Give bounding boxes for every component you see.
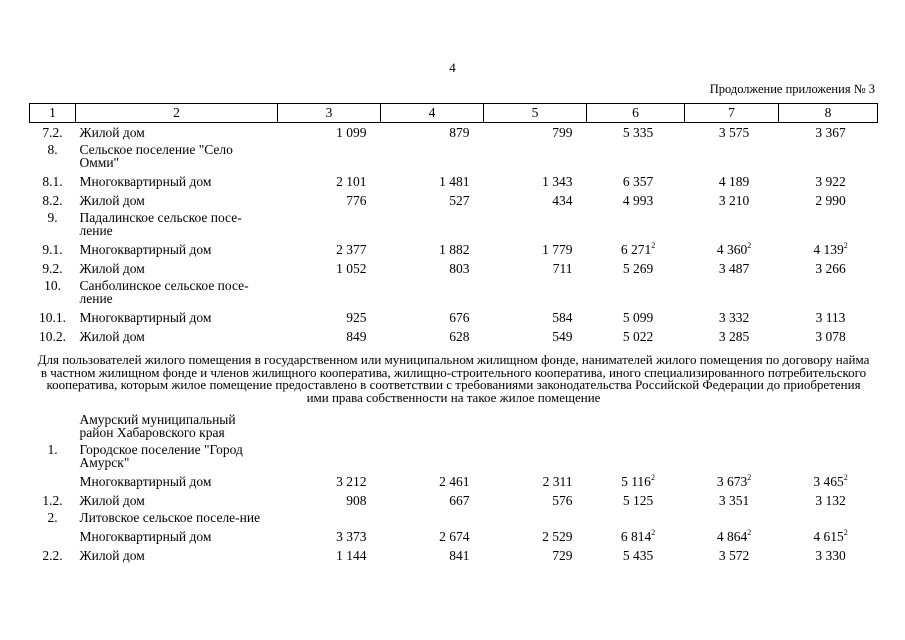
value: 3 210 <box>718 193 750 208</box>
value-col-3 <box>278 259 381 278</box>
value: 1 779 <box>542 242 573 257</box>
footnote-mark: 2 <box>747 472 752 482</box>
value: 3 332 <box>718 310 750 325</box>
value: 1 481 <box>439 174 470 189</box>
footnote-mark: 2 <box>651 527 656 537</box>
value-col-4 <box>381 546 484 565</box>
value-col-7 <box>685 546 779 565</box>
value: 3 285 <box>718 329 750 344</box>
table-row <box>30 308 878 327</box>
value: 803 <box>449 261 470 276</box>
value: 4 993 <box>622 193 654 208</box>
table-section-row <box>30 442 878 472</box>
value-col-5 <box>484 240 587 259</box>
value-col-7 <box>685 491 779 510</box>
table-row <box>30 327 878 346</box>
value: 925 <box>346 310 367 325</box>
value: 6 357 <box>622 174 654 189</box>
row-name: Литовское сельское поселе-ние <box>79 510 261 526</box>
row-number: 9. <box>47 210 58 225</box>
value-col-6 <box>587 527 685 546</box>
value-col-6 <box>587 327 685 346</box>
table-row <box>30 172 878 191</box>
row-number: 10.1. <box>39 310 66 325</box>
value-col-4 <box>381 308 484 327</box>
row-number: 1.2. <box>42 493 63 509</box>
value-col-8 <box>779 327 878 346</box>
value: 3 487 <box>718 261 750 276</box>
value: 3 373 <box>336 529 367 545</box>
value: 1 052 <box>336 261 367 276</box>
header-cell-6: 6 <box>587 104 685 123</box>
table-body <box>30 104 878 566</box>
value-col-8 <box>779 546 878 565</box>
value: 4 139 <box>813 242 844 257</box>
value: 4 189 <box>718 174 750 189</box>
empty-values <box>278 142 878 172</box>
value: 5 099 <box>622 310 654 325</box>
value: 2 674 <box>439 529 470 545</box>
value-col-7 <box>685 172 779 191</box>
row-number <box>30 472 76 491</box>
value: 628 <box>449 329 470 344</box>
value-col-3 <box>278 491 381 510</box>
value: 434 <box>552 193 573 208</box>
value: 667 <box>449 493 470 509</box>
table-row <box>30 546 878 565</box>
value-col-4 <box>381 491 484 510</box>
table-section-row <box>30 142 878 172</box>
value: 3 575 <box>718 125 750 140</box>
row-number: 8.2. <box>42 193 63 208</box>
value: 3 922 <box>815 174 846 189</box>
value: 1 099 <box>336 125 367 140</box>
value-col-3 <box>278 123 381 143</box>
footnote-mark: 2 <box>843 527 848 537</box>
value: 729 <box>552 548 573 564</box>
row-number: 7.2. <box>42 125 63 140</box>
value: 1 343 <box>542 174 573 189</box>
row-name: Жилой дом <box>79 493 145 509</box>
value: 5 116 <box>621 474 651 490</box>
row-number: 9.2. <box>42 261 63 276</box>
value-col-7 <box>685 123 779 143</box>
value: 3 330 <box>815 548 846 564</box>
value-col-5 <box>484 546 587 565</box>
value: 2 101 <box>336 174 367 189</box>
value: 5 269 <box>622 261 654 276</box>
value-col-5 <box>484 123 587 143</box>
value: 3 212 <box>336 474 367 490</box>
row-number <box>30 412 76 442</box>
row-number: 8.1. <box>42 174 63 189</box>
footnote-mark: 2 <box>651 240 656 250</box>
value-col-5 <box>484 259 587 278</box>
value: 841 <box>449 548 470 564</box>
value-col-5 <box>484 327 587 346</box>
value: 4 864 <box>716 529 748 545</box>
value: 1 144 <box>336 548 367 564</box>
value-col-8 <box>779 240 878 259</box>
value-col-5 <box>484 172 587 191</box>
row-name: Жилой дом <box>79 125 145 140</box>
table-row <box>30 259 878 278</box>
footnote-mark: 2 <box>747 240 752 250</box>
header-cell-5: 5 <box>484 104 587 123</box>
section-note: Для пользователей жилого помещения в государственном или муниципальном жилищном фонде, нанимателей жилого помещения по договору найма в частном жилищном фонде и членов жилищного кооператива, жилищно-строительного кооператива, иного специализированного потребительского кооператива, которым жилое помещение предоставлено в соответствии с требованиями законодательства Российской Федерации до приобретения ими права собственности на такое жилое помещение <box>37 352 870 405</box>
value-col-4 <box>381 123 484 143</box>
row-name: Жилой дом <box>79 193 145 208</box>
value: 908 <box>346 493 367 509</box>
row-number: 9.1. <box>42 242 63 257</box>
continuation-caption: Продолжение приложения № 3 <box>709 82 875 96</box>
value-col-6 <box>587 546 685 565</box>
value-col-3 <box>278 172 381 191</box>
value: 2 990 <box>815 193 846 208</box>
value-col-8 <box>779 491 878 510</box>
empty-values <box>278 210 878 240</box>
header-cell-7: 7 <box>685 104 779 123</box>
value: 4 615 <box>813 529 844 545</box>
row-name: Амурский муниципальный район Хабаровского края <box>79 412 236 441</box>
value-col-5 <box>484 308 587 327</box>
table-section-row <box>30 510 878 527</box>
table-section-row <box>30 210 878 240</box>
value-col-6 <box>587 259 685 278</box>
value-col-6 <box>587 191 685 210</box>
value: 3 572 <box>718 548 750 564</box>
value: 5 435 <box>622 548 654 564</box>
value-col-5 <box>484 491 587 510</box>
value-col-3 <box>278 191 381 210</box>
value: 3 367 <box>815 125 846 140</box>
value: 2 377 <box>336 242 367 257</box>
value: 3 351 <box>718 493 750 509</box>
table-row <box>30 527 878 546</box>
value: 2 529 <box>542 529 573 545</box>
value-col-6 <box>587 123 685 143</box>
header-cell-3: 3 <box>278 104 381 123</box>
value-col-7 <box>685 259 779 278</box>
value: 3 078 <box>815 329 846 344</box>
value: 549 <box>552 329 573 344</box>
value-col-3 <box>278 240 381 259</box>
section-note-row <box>30 346 878 412</box>
row-number <box>30 527 76 546</box>
row-name: Многоквартирный дом <box>79 474 212 490</box>
value: 584 <box>552 310 573 325</box>
value-col-5 <box>484 472 587 491</box>
value: 711 <box>552 261 573 276</box>
header-cell-1: 1 <box>30 104 76 123</box>
value-col-4 <box>381 172 484 191</box>
table-row <box>30 123 878 143</box>
value: 6 814 <box>620 529 652 545</box>
value: 676 <box>449 310 470 325</box>
value: 576 <box>552 493 573 509</box>
value-col-7 <box>685 308 779 327</box>
value-col-4 <box>381 472 484 491</box>
page-number: 4 <box>449 60 456 75</box>
value-col-3 <box>278 527 381 546</box>
header-cell-8: 8 <box>779 104 878 123</box>
value-col-4 <box>381 327 484 346</box>
header-cell-2: 2 <box>76 104 278 123</box>
empty-values <box>278 278 878 308</box>
value-col-8 <box>779 527 878 546</box>
value: 6 271 <box>620 242 652 257</box>
row-name: Падалинское сельское посе-ление <box>79 210 242 238</box>
value-col-8 <box>779 172 878 191</box>
value: 3 132 <box>815 493 846 509</box>
table-row <box>30 240 878 259</box>
row-name: Многоквартирный дом <box>79 529 212 545</box>
empty-values <box>278 510 878 527</box>
value: 3 673 <box>716 474 748 490</box>
value-col-8 <box>779 259 878 278</box>
value-col-6 <box>587 308 685 327</box>
value-col-6 <box>587 472 685 491</box>
table-section-row <box>30 412 878 442</box>
value: 1 882 <box>439 242 470 257</box>
footnote-mark: 2 <box>843 240 848 250</box>
value: 3 113 <box>815 310 846 325</box>
value-col-7 <box>685 240 779 259</box>
header-cell-4: 4 <box>381 104 484 123</box>
footnote-mark: 2 <box>843 472 848 482</box>
value-col-4 <box>381 240 484 259</box>
table-section-row <box>30 278 878 308</box>
row-name: Многоквартирный дом <box>79 242 212 257</box>
row-name: Городское поселение "Город Амурск" <box>79 442 243 471</box>
value-col-8 <box>779 472 878 491</box>
value: 2 311 <box>542 474 573 490</box>
value-col-6 <box>587 172 685 191</box>
value-col-4 <box>381 191 484 210</box>
value: 3 465 <box>813 474 844 490</box>
value: 879 <box>449 125 470 140</box>
row-number: 8. <box>47 142 58 157</box>
value-col-8 <box>779 308 878 327</box>
value-col-3 <box>278 327 381 346</box>
table-row <box>30 191 878 210</box>
value: 776 <box>346 193 367 208</box>
value-col-7 <box>685 327 779 346</box>
value: 527 <box>449 193 470 208</box>
row-number: 10. <box>44 278 61 293</box>
row-name: Многоквартирный дом <box>79 174 212 189</box>
row-number: 10.2. <box>39 329 66 344</box>
value-col-6 <box>587 491 685 510</box>
table-row <box>30 472 878 491</box>
empty-values <box>278 442 878 472</box>
value-col-7 <box>685 527 779 546</box>
row-name: Сельское поселение "Село Омми" <box>79 142 233 170</box>
row-number: 2.2. <box>42 548 63 564</box>
value: 5 022 <box>622 329 654 344</box>
value-col-5 <box>484 191 587 210</box>
row-number: 1. <box>47 442 58 458</box>
value-col-8 <box>779 123 878 143</box>
value-col-6 <box>587 240 685 259</box>
tariff-table <box>29 103 878 565</box>
value: 799 <box>552 125 573 140</box>
value-col-7 <box>685 472 779 491</box>
value-col-3 <box>278 546 381 565</box>
value-col-8 <box>779 191 878 210</box>
table-row <box>30 491 878 510</box>
row-name: Жилой дом <box>79 329 145 344</box>
row-number: 2. <box>47 510 58 526</box>
value: 3 266 <box>815 261 846 276</box>
value-col-4 <box>381 527 484 546</box>
row-name: Жилой дом <box>79 261 145 276</box>
value-col-5 <box>484 527 587 546</box>
value-col-3 <box>278 308 381 327</box>
empty-values <box>278 412 878 442</box>
value: 849 <box>346 329 367 344</box>
value: 5 125 <box>622 493 654 509</box>
value-col-4 <box>381 259 484 278</box>
value: 5 335 <box>622 125 654 140</box>
row-name: Жилой дом <box>79 548 145 564</box>
row-name: Многоквартирный дом <box>79 310 212 325</box>
value-col-3 <box>278 472 381 491</box>
value: 4 360 <box>716 242 748 257</box>
footnote-mark: 2 <box>650 472 655 482</box>
header-row <box>30 104 878 123</box>
value: 2 461 <box>439 474 470 490</box>
row-name: Санболинское сельское посе-ление <box>79 278 249 306</box>
value-col-7 <box>685 191 779 210</box>
footnote-mark: 2 <box>747 527 752 537</box>
